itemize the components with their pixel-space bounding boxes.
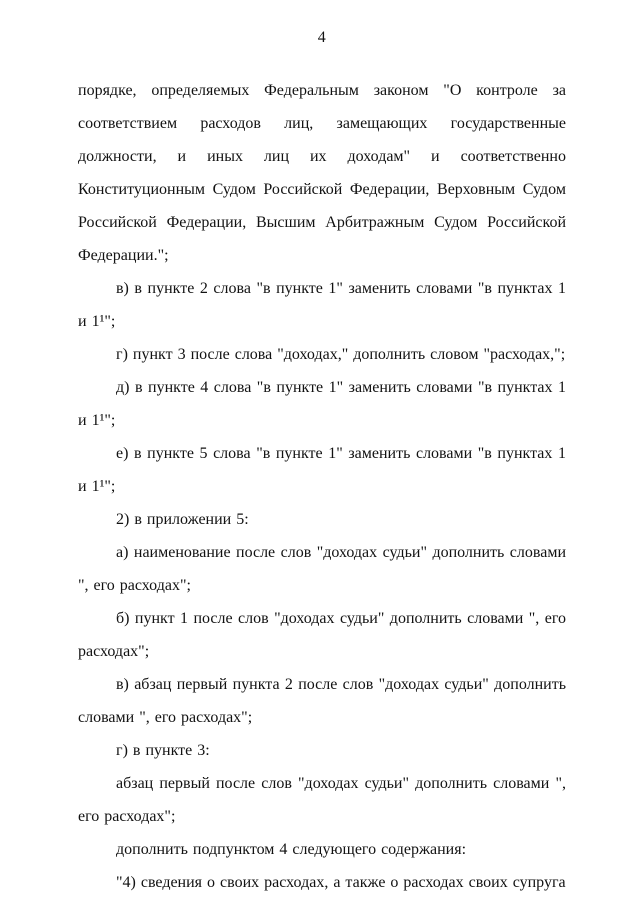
paragraph: д) в пункте 4 слова "в пункте 1" заменить словами "в пунктах 1 и 1¹"; — [78, 379, 566, 429]
paragraph: в) абзац первый пункта 2 после слов "доходах судьи" дополнить словами ", его расходах"; — [78, 676, 566, 726]
page-number: 4 — [317, 29, 327, 46]
paragraph: а) наименование после слов "доходах судьи" дополнить словами ", его расходах"; — [78, 544, 566, 594]
paragraph: 2) в приложении 5: — [116, 511, 249, 528]
paragraph: б) пункт 1 после слов "доходах судьи" дополнить словами ", его расходах"; — [78, 610, 566, 660]
paragraph: порядке, определяемых Федеральным законом "О контроле за соответствием расходов лиц, замещающих государственные должности, и иных лиц их доходам" и соответственно Конституционным Судом Российской Федерации, Верховным Судом Российской Федерации, Высшим Арбитражным Судом Российской Федерации."; — [78, 82, 566, 264]
paragraph: абзац первый после слов "доходах судьи" дополнить словами ", его расходах"; — [78, 775, 566, 825]
paragraph: "4) сведения о своих расходах, а также о расходах своих супруга — [116, 874, 566, 891]
paragraph: в) в пункте 2 слова "в пункте 1" заменить словами "в пунктах 1 и 1¹"; — [78, 280, 566, 330]
paragraph: г) пункт 3 после слова "доходах," дополнить словом "расходах,"; — [116, 346, 566, 363]
paragraph: г) в пункте 3: — [116, 742, 210, 759]
paragraph: дополнить подпунктом 4 следующего содержания: — [116, 841, 467, 858]
paragraph: е) в пункте 5 слова "в пункте 1" заменить словами "в пунктах 1 и 1¹"; — [78, 445, 566, 495]
